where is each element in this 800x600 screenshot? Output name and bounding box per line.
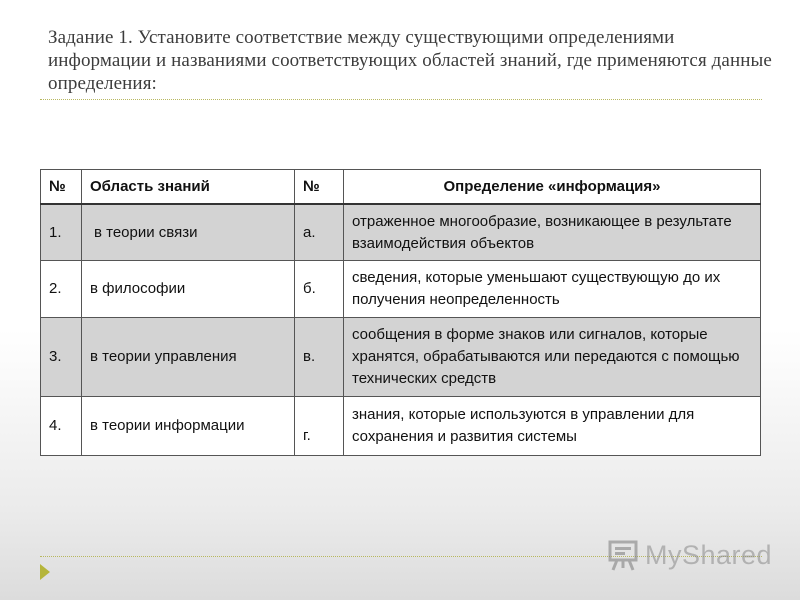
table-row <box>41 204 761 261</box>
play-arrow-icon[interactable] <box>40 564 50 580</box>
row-letter: г. <box>295 397 344 456</box>
presentation-board-icon <box>607 538 641 572</box>
row-letter: а. <box>295 204 344 261</box>
row-definition: сообщения в форме знаков или сигналов, которые хранятся, обрабатываются или передаются с помощью технических средств <box>344 318 761 397</box>
row-number: 3. <box>41 318 82 397</box>
watermark-logo <box>607 537 772 573</box>
row-definition: сведения, которые уменьшают существующую до их получения неопределенность <box>344 261 761 318</box>
header-field: Область знаний <box>82 170 295 205</box>
row-field: в теории управления <box>82 318 295 397</box>
row-letter: б. <box>295 261 344 318</box>
task-title: Задание 1. Установите соответствие между существующими определениями информации и названиями соответствующих областей знаний, где применяются данные определения: <box>48 27 772 94</box>
table-row <box>41 261 761 318</box>
row-field: в философии <box>82 261 295 318</box>
row-number: 1. <box>41 204 82 261</box>
row-definition: отраженное многообразие, возникающее в результате взаимодействия объектов <box>344 204 761 261</box>
row-letter: в. <box>295 318 344 397</box>
row-field: в теории связи <box>82 204 295 261</box>
header-number: № <box>41 170 82 205</box>
watermark-text: MyShared <box>645 539 773 570</box>
matching-table <box>40 169 761 456</box>
table-header-row <box>41 170 761 205</box>
row-number: 4. <box>41 397 82 456</box>
row-field: в теории информации <box>82 397 295 456</box>
row-definition: знания, которые используются в управлении для сохранения и развития системы <box>344 397 761 456</box>
table-row <box>41 318 761 397</box>
title-divider <box>40 99 762 100</box>
row-number: 2. <box>41 261 82 318</box>
table-row <box>41 397 761 456</box>
header-letter: № <box>295 170 344 205</box>
header-definition: Определение «информация» <box>344 170 761 205</box>
